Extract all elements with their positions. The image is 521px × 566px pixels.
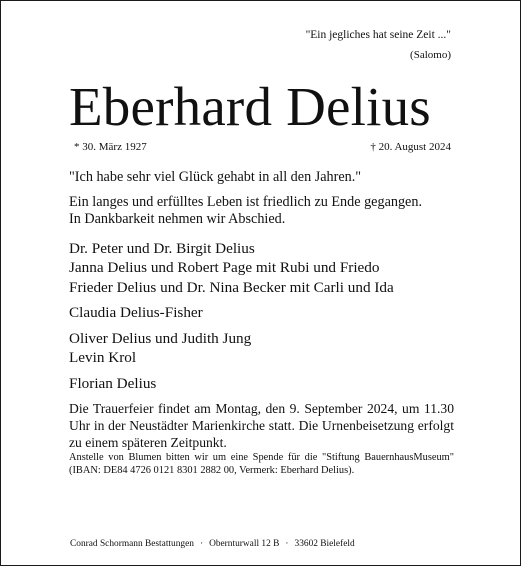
mourner-line: Florian Delius xyxy=(69,374,157,392)
funeral-info: Die Trauerfeier findet am Montag, den 9. September 2024, um 11.30 Uhr in der Neustädter Marienkirche statt. Die Urnenbeisetzung erfolgt zu einem späteren Zeitpunkt. xyxy=(69,401,454,450)
intro-text xyxy=(69,194,454,229)
undertaker-footer xyxy=(70,538,355,550)
mourner-line: Dr. Peter und Dr. Birgit Delius xyxy=(69,239,255,257)
family-group xyxy=(69,329,454,368)
family-group xyxy=(69,303,454,323)
death-date: † 20. August 2024 xyxy=(370,141,451,153)
motto-source: (Salomo) xyxy=(410,49,451,61)
personal-quote: "Ich habe sehr viel Glück gehabt in all den Jahren." xyxy=(69,169,362,185)
mourners-list xyxy=(69,239,454,394)
undertaker-name: Conrad Schormann Bestattungen xyxy=(70,539,194,549)
intro-line: In Dankbarkeit nehmen wir Abschied. xyxy=(69,211,286,227)
mourner-line: Janna Delius und Robert Page mit Rubi und Friedo xyxy=(69,259,380,276)
footer-separator: · xyxy=(199,539,204,549)
deceased-name: Eberhard Delius xyxy=(69,76,431,137)
family-group xyxy=(69,374,454,394)
undertaker-street: Obernturwall 12 B xyxy=(209,539,280,549)
mourner-line: Oliver Delius und Judith Jung xyxy=(69,329,252,347)
birth-date: * 30. März 1927 xyxy=(74,141,147,153)
donation-request: Anstelle von Blumen bitten wir um eine Spende für die "Stiftung BauernhausMuseum" (IBAN: DE84 4726 0121 8301 2882 00, Vermerk: Eberhard Delius). xyxy=(69,452,454,476)
intro-line: Ein langes und erfülltes Leben ist friedlich zu Ende gegangen. xyxy=(69,193,422,210)
motto-quote: "Ein jegliches hat seine Zeit ..." xyxy=(305,29,451,41)
undertaker-city: 33602 Bielefeld xyxy=(294,539,355,549)
mourner-line: Frieder Delius und Dr. Nina Becker mit Carli und Ida xyxy=(69,278,394,296)
notice-body xyxy=(69,169,454,477)
footer-separator: · xyxy=(285,539,289,549)
mourner-line: Claudia Delius-Fisher xyxy=(69,304,203,321)
family-group xyxy=(69,239,454,298)
mourner-line: Levin Krol xyxy=(69,349,137,366)
